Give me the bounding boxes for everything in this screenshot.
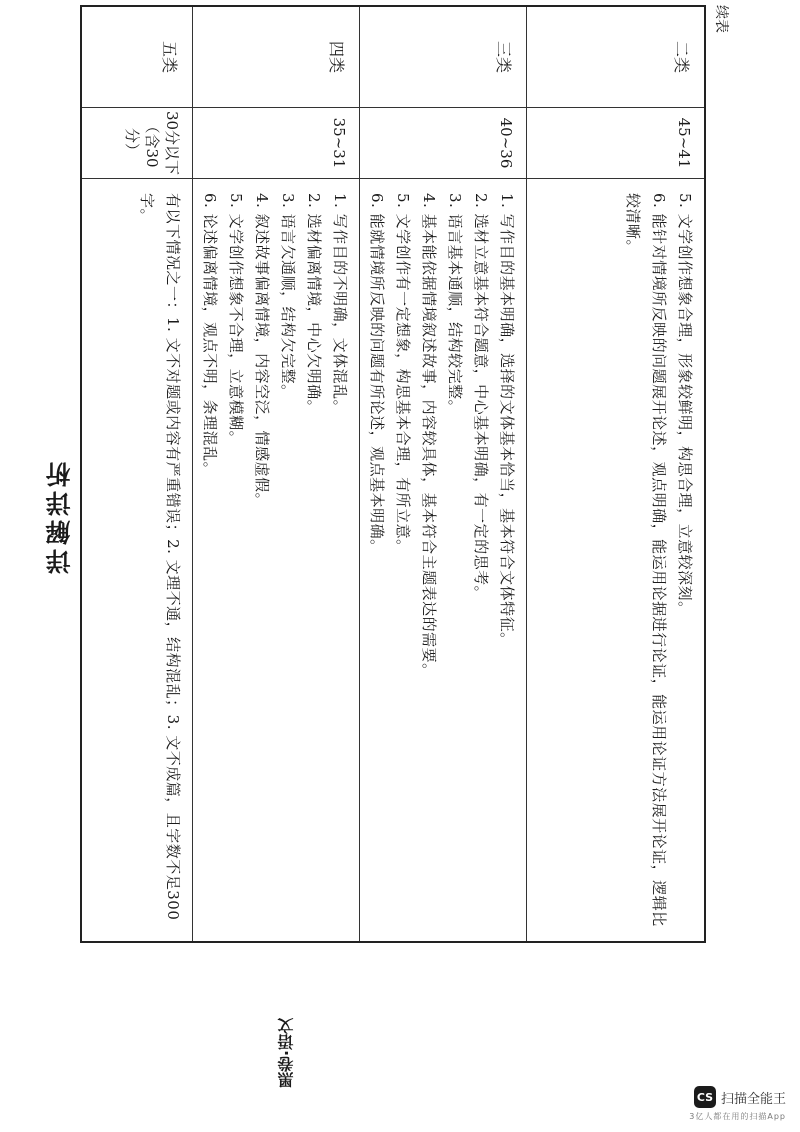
category-cell: 三类 [360, 6, 527, 108]
criterion-line: 有以下情况之一：1. 文不对题或内容有严重错误；2. 文理不通，结构混乱；3. 文不成篇，且字数不足300字。 [138, 193, 183, 921]
score-cell: 45~41 [527, 108, 705, 179]
book-name: 黑卷·语文 [277, 1018, 296, 1089]
section-title: 详解详析 [45, 458, 74, 574]
continued-label: 续表 [713, 5, 729, 33]
criterion-line: 5. 文学创作有一定想象，构思基本合理，有所立意。 [394, 193, 413, 555]
criterion-line: 1. 写作目的不明确，文体混乱。 [331, 193, 350, 416]
criterion-line: 6. 能针对情境所反映的问题展开论述，观点明确，能运用论据进行论证，能运用论证方法展开论证，逻辑比较清晰。 [624, 193, 668, 927]
table-row [193, 6, 360, 942]
criterion-line: 2. 选材立意基本符合题意，中心基本明确，有一定的思考。 [472, 193, 491, 602]
criterion-line: 4. 叙述故事偏离情境，内容空泛，情感虚假。 [253, 193, 272, 509]
table-row [527, 6, 705, 942]
category-cell: 五类 [81, 6, 193, 108]
criterion-line: 4. 基本能依据情境叙述故事，内容较具体，基本符合主题表达的需要。 [420, 193, 439, 679]
description-cell [193, 179, 360, 943]
criterion-line: 1. 写作目的基本明确，选择的文体基本恰当，基本符合文体特征。 [498, 193, 517, 648]
grading-table [80, 5, 706, 943]
rotated-page-content [70, 5, 730, 945]
cs-logo-icon: CS [694, 1086, 716, 1108]
description-cell [527, 179, 705, 943]
description-cell [81, 179, 193, 943]
criterion-line: 2. 选材偏离情境，中心欠明确。 [305, 193, 324, 416]
score-cell: 35~31 [193, 108, 360, 179]
score-cell: 30分以下（含30分） [81, 108, 193, 179]
description-cell [360, 179, 527, 943]
category-cell: 二类 [527, 6, 705, 108]
criterion-line: 5. 文学创作想象不合理，立意模糊。 [227, 193, 246, 447]
scanner-brand: 扫描全能王 [720, 1091, 786, 1107]
table-row [360, 6, 527, 942]
criterion-line: 3. 语言欠通顺，结构欠完整。 [279, 193, 298, 400]
criterion-line: 5. 文学创作想象合理，形象较鲜明，构思合理，立意较深刻。 [676, 193, 694, 617]
criterion-line: 6. 能就情境所反映的问题有所论述，观点基本明确。 [368, 193, 387, 555]
table-row [81, 6, 193, 942]
score-cell: 40~36 [360, 108, 527, 179]
scanner-watermark [689, 1086, 786, 1122]
criterion-line: 3. 语言基本通顺，结构较完整。 [446, 193, 465, 416]
criterion-line: 6. 论述偏离情境，观点不明，条理混乱。 [201, 193, 220, 478]
category-cell: 四类 [193, 6, 360, 108]
scanner-tagline: 3亿人都在用的扫描App [689, 1112, 786, 1121]
